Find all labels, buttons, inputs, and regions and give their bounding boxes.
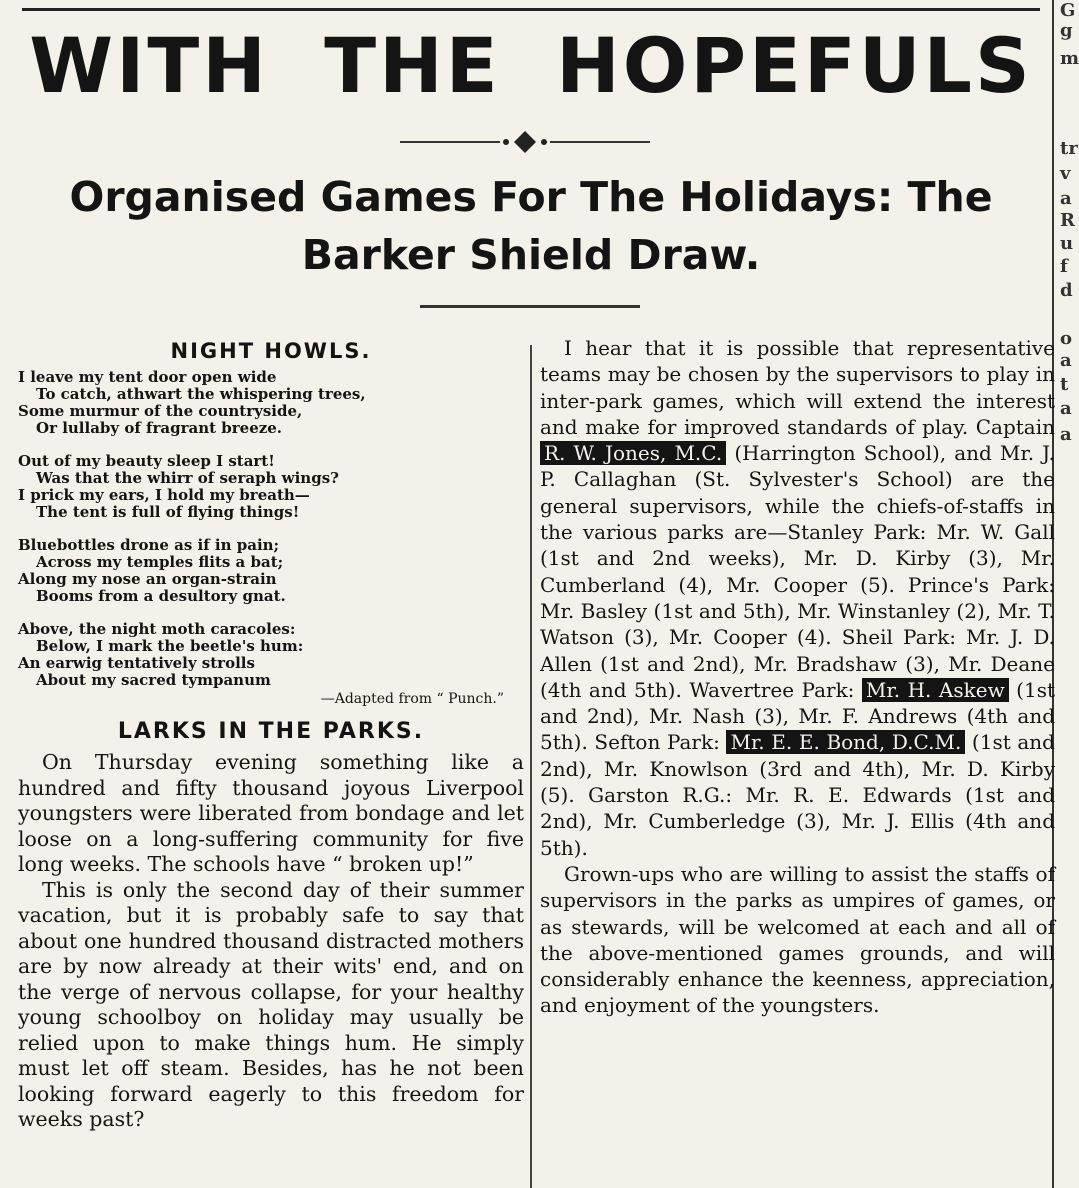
- poem-title: NIGHT HOWLS.: [170, 339, 372, 363]
- margin-fragment: a: [1060, 350, 1072, 371]
- poem-attribution: —Adapted from “ Punch.”: [320, 691, 504, 707]
- poem-line: I leave my tent door open wide: [18, 368, 277, 386]
- supervisors-paragraph: [540, 335, 1055, 861]
- poem-stanza: [18, 537, 524, 605]
- headline: WITH THE HOPEFULS: [29, 21, 1033, 110]
- text-run: (1st and 2nd), Mr. Knowlson (3rd and 4th), Mr. D. Kirby (5). Garston R.G.: Mr. R. E. Edwards (1st and 2nd), Mr. Cumberledge (3), Mr. J. Ellis (4th and 5th).: [540, 730, 1055, 860]
- margin-fragment: v: [1060, 163, 1071, 184]
- poem-line: Above, the night moth caracoles:: [18, 620, 296, 638]
- margin-fragment: G: [1060, 0, 1076, 21]
- subheadline: Organised Games For The Holidays: The Barker Shield Draw.: [69, 173, 993, 279]
- column-divider: [530, 345, 532, 1188]
- poem-line: An earwig tentatively strolls: [18, 654, 255, 672]
- poem-line: Across my temples flits a bat;: [36, 553, 284, 571]
- margin-fragment: tr: [1060, 138, 1078, 159]
- margin-fragment: a: [1060, 424, 1072, 445]
- poem-line: Below, I mark the beetle's hum:: [36, 637, 304, 655]
- text-run: (Harrington School), and Mr. J. P. Callaghan (St. Sylvester's School) are the general supervisors, while the chiefs-of-staffs in the various parks are—Stanley Park: Mr. W. Gall (1st and 2nd weeks), Mr. D. Kirby (3), Mr. Cumberland (4), Mr. Cooper (5). Prince's Park: Mr. Basley (1st and 5th), Mr. Winstanley (2), Mr. T. Watson (3), Mr. Cooper (4). Sheil Park: Mr. J. D. Allen (1st and 2nd), Mr. Bradshaw (3), Mr. Deane (4th and 5th). Wavertree Park:: [540, 441, 1055, 702]
- article-paragraph: This is only the second day of their summer vacation, but it is probably safe to say that about one hundred thousand distracted mothers are by now already at their wits' end, and on the verge of nervous collapse, for your healthy young schoolboy on holiday may usually be relied upon to make things hum. He simply must let off steam. Besides, has he not been looking forward eagerly to this freedom for weeks past?: [18, 877, 524, 1131]
- highlighted-name: Mr. E. E. Bond, D.C.M.: [726, 730, 965, 754]
- margin-fragment: R: [1060, 210, 1075, 231]
- section-title: LARKS IN THE PARKS.: [117, 719, 425, 744]
- top-rule: [22, 8, 1040, 11]
- left-column: [18, 335, 524, 1133]
- article-paragraph: Grown-ups who are willing to assist the staffs of supervisors in the parks as umpires of games, or as stewards, will be welcomed at each and all of the above-mentioned games grounds, and will considerably enhance the keenness, appreciation, and enjoyment of the youngsters.: [540, 861, 1055, 1018]
- poem-line: Booms from a desultory gnat.: [36, 587, 286, 605]
- margin-fragment: d: [1060, 280, 1073, 301]
- poem-stanza: [18, 453, 524, 521]
- margin-fragment: a: [1060, 188, 1072, 209]
- margin-fragment: f: [1060, 256, 1068, 277]
- poem-line: Was that the whirr of seraph wings?: [36, 469, 339, 487]
- subhead-rule: [420, 305, 640, 308]
- poem-line: Some murmur of the countryside,: [18, 402, 303, 420]
- poem-line: Or lullaby of fragrant breeze.: [36, 419, 283, 437]
- poem-stanza: [18, 369, 524, 437]
- margin-fragment: t: [1060, 374, 1069, 395]
- article-paragraph: On Thursday evening something like a hundred and fifty thousand joyous Liverpool youngsters were liberated from bondage and let loose on a long-suffering community for five long weeks. The schools have “ broken up!”: [18, 750, 524, 876]
- margin-fragment: m: [1060, 48, 1079, 69]
- right-column: [540, 335, 1055, 1019]
- poem-line: The tent is full of flying things!: [36, 503, 300, 521]
- poem-stanza: [18, 621, 524, 689]
- margin-fragment: o: [1060, 328, 1073, 349]
- poem-line: Bluebottles drone as if in pain;: [18, 536, 280, 554]
- poem-line: I prick my ears, I hold my breath—: [18, 486, 310, 504]
- highlighted-name: R. W. Jones, M.C.: [540, 441, 726, 465]
- highlighted-name: Mr. H. Askew: [862, 678, 1009, 702]
- diamond-ornament-icon: [400, 128, 650, 156]
- text-run: I hear that it is possible that representative teams may be chosen by the supervisors to play in inter-park games, which will extend the interest and make for improved standards of play. Captain: [540, 336, 1055, 439]
- margin-fragment: g: [1060, 20, 1073, 41]
- margin-fragment: u: [1060, 233, 1074, 254]
- poem-line: Out of my beauty sleep I start!: [18, 452, 275, 470]
- margin-fragment: a: [1060, 398, 1072, 419]
- poem-line: To catch, athwart the whispering trees,: [36, 385, 366, 403]
- text-run: (1st and 2nd), Mr. Nash (3), Mr. F. Andrews (4th and 5th). Sefton Park:: [540, 677, 1056, 755]
- poem-line: Along my nose an organ-strain: [18, 570, 277, 588]
- poem-line: About my sacred tympanum: [36, 671, 271, 689]
